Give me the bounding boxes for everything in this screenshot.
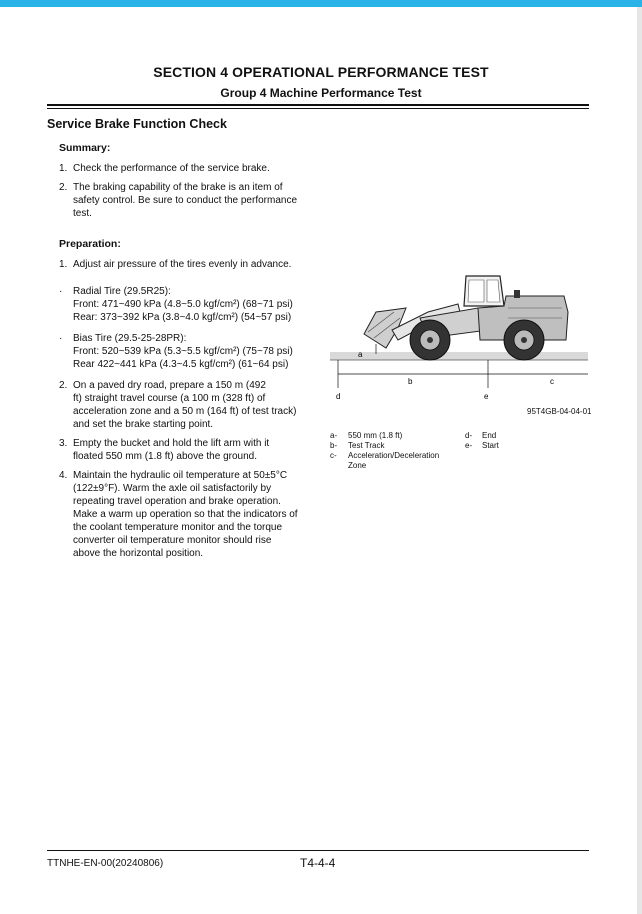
item-line: acceleration zone and a 50 m (164 ft) of test track): [73, 406, 297, 417]
item-line: above the horizontal position.: [73, 548, 204, 559]
item-line: Empty the bucket and hold the lift arm with it: [73, 438, 270, 449]
spec-title: Bias Tire (29.5-25-28PR):: [73, 333, 187, 344]
item-line: Maintain the hydraulic oil temperature at 50±5°C: [73, 470, 288, 481]
item-line: test.: [73, 208, 92, 219]
label-c: c: [550, 377, 554, 386]
preparation-item-2: [59, 379, 309, 431]
item-number: 2.: [59, 182, 68, 193]
item-number: 2.: [59, 380, 68, 391]
bullet: ·: [59, 286, 63, 297]
page-number: T4-4-4: [300, 856, 336, 870]
item-line: and set the brake starting point.: [73, 419, 214, 430]
label-b: b: [408, 377, 413, 386]
item-number: 3.: [59, 438, 68, 449]
summary-item-2: [59, 181, 309, 220]
item-line: ft) straight travel course (a 100 m (328 ft) of: [73, 393, 266, 404]
preparation-item-4: [59, 469, 309, 560]
label-a: a: [358, 350, 363, 359]
preparation-heading: Preparation:: [59, 238, 121, 250]
ground-band: [330, 352, 588, 360]
legend-key: a-: [330, 431, 338, 440]
item-line: The braking capability of the brake is an item of: [73, 182, 283, 193]
item-line: On a paved dry road, prepare a 150 m (492: [73, 380, 266, 391]
legend-key: d-: [465, 431, 473, 440]
radial-tire-spec: [59, 285, 319, 324]
item-line: safety control. Be sure to conduct the performance: [73, 195, 298, 206]
item-line: Check the performance of the service brake.: [73, 163, 270, 174]
header-rule-thick: [47, 104, 589, 106]
figure-code: 95T4GB-04-04-01: [527, 407, 592, 416]
page-title: Service Brake Function Check: [47, 117, 227, 131]
legend-text: Test Track: [348, 441, 385, 450]
section-heading: SECTION 4 OPERATIONAL PERFORMANCE TEST: [153, 64, 489, 80]
spec-front: Front: 471~490 kPa (4.8~5.0 kgf/cm²) (68~71 psi): [73, 299, 293, 310]
preparation-item-3: [59, 437, 309, 463]
item-line: the coolant temperature monitor and the torque: [73, 522, 283, 533]
item-number: 1.: [59, 163, 68, 174]
legend-text: Start: [482, 441, 499, 450]
spec-front: Front: 520~539 kPa (5.3~5.5 kgf/cm²) (75~78 psi): [73, 346, 293, 357]
document-id: TTNHE-EN-00(20240806): [47, 858, 164, 869]
item-line: Adjust air pressure of the tires evenly in advance.: [73, 259, 292, 270]
item-line: Make a warm up operation so that the indicators of: [73, 509, 298, 520]
wheel-loader-figure: [328, 268, 593, 408]
label-e: e: [484, 392, 489, 401]
legend-text: 550 mm (1.8 ft): [348, 431, 403, 440]
item-line: converter oil temperature monitor should rise: [73, 535, 272, 546]
summary-item-1: [59, 162, 309, 175]
legend-key: c-: [330, 451, 337, 460]
summary-heading: Summary:: [59, 142, 111, 154]
item-line: floated 550 mm (1.8 ft) above the ground.: [73, 451, 257, 462]
preparation-item-1: [59, 258, 309, 271]
legend-key: e-: [465, 441, 473, 450]
legend-text: Acceleration/Deceleration: [348, 451, 440, 460]
header-rule-thin: [47, 108, 589, 109]
spec-title: Radial Tire (29.5R25):: [73, 286, 171, 297]
front-wheel: [410, 320, 450, 360]
cab: [464, 276, 504, 306]
label-d: d: [336, 392, 341, 401]
item-line: repeating travel operation and brake operation.: [73, 496, 281, 507]
bullet: ·: [59, 333, 63, 344]
right-edge-strip: [637, 7, 642, 914]
legend-text: Zone: [348, 461, 367, 470]
group-heading: Group 4 Machine Performance Test: [220, 86, 422, 100]
legend-text: End: [482, 431, 497, 440]
footer-rule: [47, 850, 589, 851]
item-line: (122±9°F). Warm the axle oil satisfactorily by: [73, 483, 272, 494]
exhaust-stack: [514, 290, 520, 298]
legend-key: b-: [330, 441, 338, 450]
item-number: 4.: [59, 470, 68, 481]
spec-rear: Rear: 373~392 kPa (3.8~4.0 kgf/cm²) (54~57 psi): [73, 312, 292, 323]
figure-legend-left: [330, 431, 439, 471]
item-number: 1.: [59, 259, 68, 270]
bias-tire-spec: [59, 332, 319, 371]
spec-rear: Rear 422~441 kPa (4.3~4.5 kgf/cm²) (61~64 psi): [73, 359, 289, 370]
top-color-bar: [0, 0, 642, 7]
rear-wheel: [504, 320, 544, 360]
figure-legend-right: [465, 431, 499, 451]
